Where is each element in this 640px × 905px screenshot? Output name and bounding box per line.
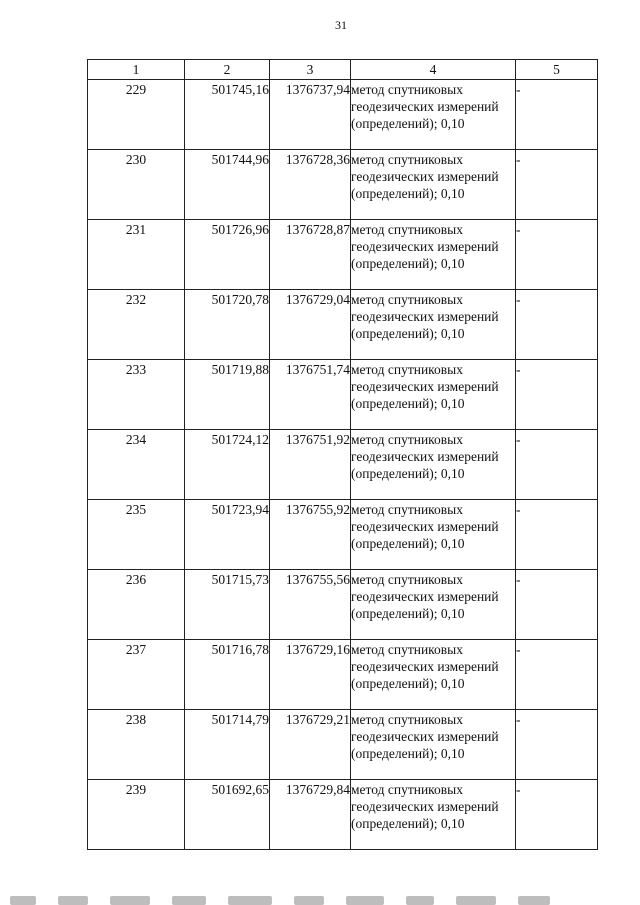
note-cell: -	[516, 780, 598, 850]
page-number: 31	[335, 18, 347, 32]
x-coordinate-cell: 501745,16	[185, 80, 270, 150]
bleed-through-text	[0, 896, 640, 905]
x-coordinate-cell: 501714,79	[185, 710, 270, 780]
note-cell: -	[516, 290, 598, 360]
point-number-cell: 233	[88, 360, 185, 430]
point-number-cell: 229	[88, 80, 185, 150]
point-number-cell: 235	[88, 500, 185, 570]
table-body	[88, 80, 598, 850]
table-row	[88, 710, 598, 780]
x-coordinate-cell: 501726,96	[185, 220, 270, 290]
x-coordinate-cell: 501744,96	[185, 150, 270, 220]
x-coordinate-cell: 501719,88	[185, 360, 270, 430]
point-number-cell: 237	[88, 640, 185, 710]
x-coordinate-cell: 501716,78	[185, 640, 270, 710]
note-cell: -	[516, 430, 598, 500]
method-cell: метод спутниковых геодезических измерений (определений); 0,10	[351, 360, 516, 430]
note-cell: -	[516, 360, 598, 430]
method-cell: метод спутниковых геодезических измерений (определений); 0,10	[351, 640, 516, 710]
y-coordinate-cell: 1376729,21	[270, 710, 351, 780]
point-number-cell: 239	[88, 780, 185, 850]
x-coordinate-cell: 501715,73	[185, 570, 270, 640]
header-row	[88, 60, 598, 80]
note-cell: -	[516, 710, 598, 780]
column-header-3: 3	[270, 60, 351, 80]
table-row	[88, 640, 598, 710]
table-row	[88, 290, 598, 360]
column-header-4: 4	[351, 60, 516, 80]
y-coordinate-cell: 1376755,92	[270, 500, 351, 570]
point-number-cell: 236	[88, 570, 185, 640]
x-coordinate-cell: 501723,94	[185, 500, 270, 570]
y-coordinate-cell: 1376728,87	[270, 220, 351, 290]
y-coordinate-cell: 1376729,84	[270, 780, 351, 850]
table-row	[88, 220, 598, 290]
coordinates-table	[87, 59, 598, 850]
y-coordinate-cell: 1376751,74	[270, 360, 351, 430]
method-cell: метод спутниковых геодезических измерений (определений); 0,10	[351, 710, 516, 780]
y-coordinate-cell: 1376729,16	[270, 640, 351, 710]
method-cell: метод спутниковых геодезических измерений (определений); 0,10	[351, 780, 516, 850]
table-row	[88, 360, 598, 430]
method-cell: метод спутниковых геодезических измерений (определений); 0,10	[351, 500, 516, 570]
note-cell: -	[516, 80, 598, 150]
x-coordinate-cell: 501724,12	[185, 430, 270, 500]
point-number-cell: 230	[88, 150, 185, 220]
table-row	[88, 570, 598, 640]
table-row	[88, 500, 598, 570]
note-cell: -	[516, 500, 598, 570]
method-cell: метод спутниковых геодезических измерений (определений); 0,10	[351, 430, 516, 500]
method-cell: метод спутниковых геодезических измерений (определений); 0,10	[351, 290, 516, 360]
note-cell: -	[516, 220, 598, 290]
note-cell: -	[516, 150, 598, 220]
note-cell: -	[516, 570, 598, 640]
table-row	[88, 780, 598, 850]
table-header	[88, 60, 598, 80]
note-cell: -	[516, 640, 598, 710]
y-coordinate-cell: 1376737,94	[270, 80, 351, 150]
column-header-5: 5	[516, 60, 598, 80]
point-number-cell: 238	[88, 710, 185, 780]
y-coordinate-cell: 1376751,92	[270, 430, 351, 500]
table-row	[88, 150, 598, 220]
method-cell: метод спутниковых геодезических измерений (определений); 0,10	[351, 80, 516, 150]
table-row	[88, 80, 598, 150]
table-row	[88, 430, 598, 500]
y-coordinate-cell: 1376729,04	[270, 290, 351, 360]
x-coordinate-cell: 501692,65	[185, 780, 270, 850]
column-header-2: 2	[185, 60, 270, 80]
y-coordinate-cell: 1376728,36	[270, 150, 351, 220]
point-number-cell: 231	[88, 220, 185, 290]
method-cell: метод спутниковых геодезических измерений (определений); 0,10	[351, 220, 516, 290]
method-cell: метод спутниковых геодезических измерений (определений); 0,10	[351, 150, 516, 220]
column-header-1: 1	[88, 60, 185, 80]
x-coordinate-cell: 501720,78	[185, 290, 270, 360]
point-number-cell: 234	[88, 430, 185, 500]
y-coordinate-cell: 1376755,56	[270, 570, 351, 640]
method-cell: метод спутниковых геодезических измерений (определений); 0,10	[351, 570, 516, 640]
point-number-cell: 232	[88, 290, 185, 360]
